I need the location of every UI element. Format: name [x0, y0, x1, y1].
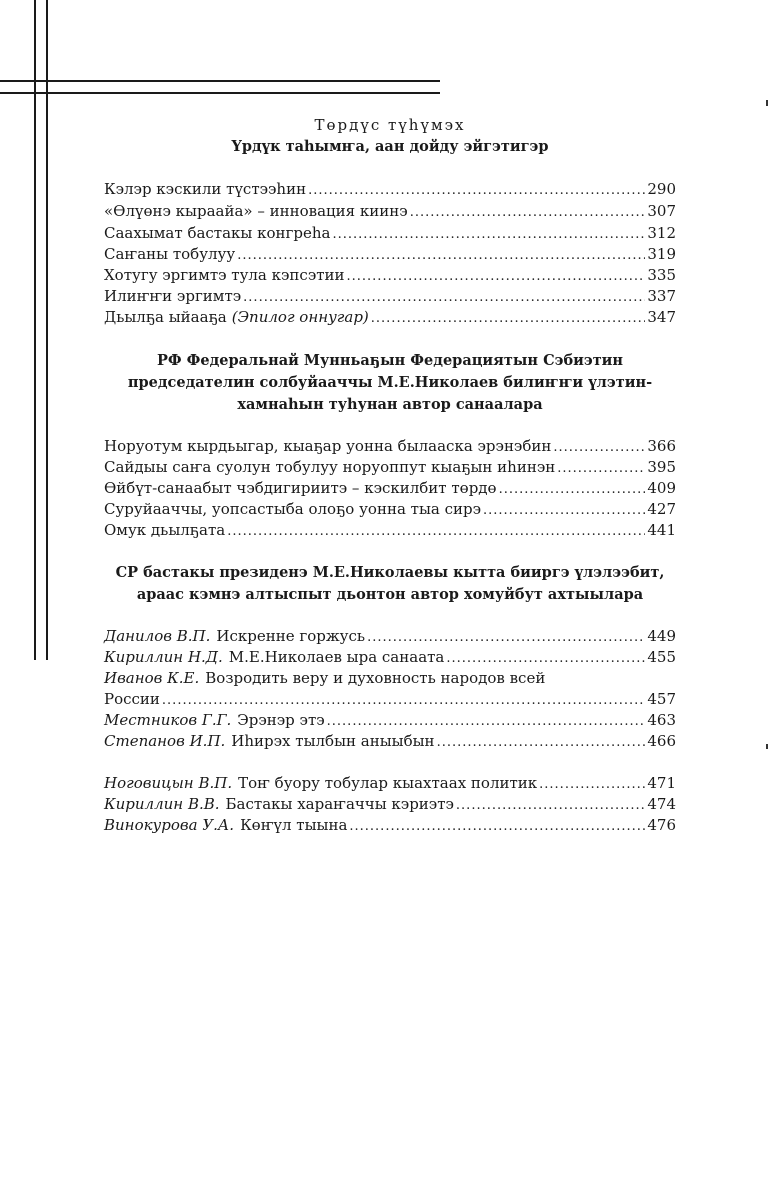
toc-leader: [237, 245, 645, 266]
toc-entry-author: Кириллин Н.Д.: [104, 648, 223, 666]
toc-entry[interactable]: [104, 499, 676, 520]
toc-entry[interactable]: [104, 307, 676, 328]
toc-entry[interactable]: [104, 794, 676, 815]
toc-leader: [349, 816, 645, 837]
toc-entry-title: Норуотум кырдьыгар, кыаҕар уонна былааска эрэнэбин: [104, 437, 552, 455]
toc-leader: [327, 711, 646, 732]
toc-entry-author: Винокурова У.А.: [104, 816, 235, 834]
toc-leader: [499, 479, 646, 500]
toc-entry-title-continuation: России: [104, 690, 160, 708]
toc-entry-page: 337: [647, 287, 676, 305]
toc-leader: [539, 774, 645, 795]
toc-entry[interactable]: [104, 436, 676, 457]
toc-entry-author: Местников Г.Г.: [104, 711, 232, 729]
toc-entry-title: Дьылҕа ыйааҕа: [104, 308, 227, 326]
toc-entry-first-line[interactable]: [104, 668, 545, 689]
toc-entry-page: 463: [647, 711, 676, 729]
toc-entry-page: 347: [647, 308, 676, 326]
toc-entry-title: Хотугу эргимтэ тула кэпсэтии: [104, 266, 345, 284]
toc-leader: [446, 648, 645, 669]
toc-entry-page: 441: [647, 521, 676, 539]
toc-entry-page: 455: [647, 648, 676, 666]
toc-entry-page: 471: [647, 774, 676, 792]
toc-entry-author: Иванов К.Е.: [104, 669, 200, 687]
toc-leader: [437, 732, 646, 753]
toc-entry-page: 307: [647, 202, 676, 220]
toc-entry[interactable]: [104, 286, 676, 307]
section-heading-2-line-3: хамнаһын туһунан автор санаалара: [237, 396, 543, 413]
toc-entry[interactable]: [104, 520, 676, 541]
toc-leader: [483, 500, 645, 521]
toc-leader: [308, 180, 645, 201]
toc-leader: [243, 287, 645, 308]
toc-leader: [557, 458, 645, 479]
toc-entry[interactable]: [104, 244, 676, 265]
toc-entry[interactable]: [104, 731, 676, 752]
toc-entry-title: Омук дьылҕата: [104, 521, 226, 539]
toc-entry-title: Бастакы хараҥаччы кэриэтэ: [225, 795, 454, 813]
toc-entry-title: Возродить веру и духовность народов всей: [205, 669, 546, 687]
toc-entry[interactable]: [104, 223, 676, 244]
toc-entry-title: Саахымат бастакы конгреһа: [104, 224, 331, 242]
crop-line-horizontal-bottom: [0, 92, 440, 94]
crop-line-horizontal-top: [0, 80, 440, 82]
toc-entry-author: Ноговицын В.П.: [104, 774, 233, 792]
toc-entry[interactable]: [104, 201, 676, 222]
toc-entry[interactable]: [104, 815, 676, 836]
toc-entry-author: Кириллин В.В.: [104, 795, 220, 813]
toc-leader: [553, 437, 645, 458]
toc-entry-page: 366: [647, 437, 676, 455]
section-heading-2-line-1: РФ Федеральнай Мунньаҕын Федерациятын Сэбиэтин: [156, 352, 624, 369]
toc-entry-author: Данилов В.П.: [104, 627, 211, 645]
crop-line-vertical-right: [46, 0, 48, 660]
toc-leader: [456, 795, 645, 816]
toc-entry-page: 395: [647, 458, 676, 476]
toc-entry-title: Суруйааччы, уопсастыба олоҕо уонна тыа сирэ: [104, 500, 482, 518]
toc-leader: [371, 308, 646, 329]
toc-entry-page: 476: [647, 816, 676, 834]
toc-entry[interactable]: [104, 179, 676, 200]
part-title: Төрдүс түһүмэх: [314, 116, 466, 134]
toc-entry-author: Степанов И.П.: [104, 732, 226, 750]
toc-entry[interactable]: [104, 457, 676, 478]
toc-leader: [162, 690, 645, 711]
toc-entry-page: 427: [647, 500, 676, 518]
toc-entry-title: Сайдыы саҥа суолун тобулуу норуоппут кыаҕын иһинэн: [104, 458, 556, 476]
toc-entry-continuation[interactable]: [104, 689, 676, 710]
toc-entry-page: 449: [647, 627, 676, 645]
toc-entry-title: Иһирэх тылбын аныыбын: [231, 732, 435, 750]
toc-entry-title: Саҥаны тобулуу: [104, 245, 236, 263]
toc-leader: [410, 202, 646, 223]
toc-entry-page: 457: [647, 690, 676, 708]
toc-entry-page: 319: [647, 245, 676, 263]
section-heading-2-line-2: председателин солбуйааччы М.Е.Николаев билиҥҥи үлэтин-: [127, 374, 653, 391]
toc-entry-title: Эрэнэр этэ: [237, 711, 325, 729]
toc-leader: [332, 224, 645, 245]
toc-entry[interactable]: [104, 626, 676, 647]
toc-entry-title: Тоҥ буору тобулар кыахтаах политик: [238, 774, 538, 792]
toc-entry-title: Өйбүт-санаабыт чэбдигириитэ – кэскилбит төрдө: [104, 479, 497, 497]
toc-entry[interactable]: [104, 710, 676, 731]
scan-mark: [766, 744, 768, 749]
toc-entry-subtitle: (Эпилог оннугар): [231, 308, 369, 326]
toc-leader: [227, 521, 645, 542]
toc-entry-title: Кэлэр кэскили түстээһин: [104, 180, 307, 198]
crop-line-vertical-left: [34, 0, 36, 660]
toc-entry-page: 335: [647, 266, 676, 284]
scan-mark: [766, 100, 768, 106]
toc-entry[interactable]: [104, 265, 676, 286]
toc-entry-page: 312: [647, 224, 676, 242]
toc-entry-title: «Өлүөнэ кыраайа» – инновация киинэ: [104, 202, 408, 220]
toc-leader: [367, 627, 645, 648]
part-subtitle: Үрдүк таһымҥа, аан дойду эйгэтигэр: [231, 138, 549, 155]
section-heading-3-line-1: СР бастакы президенэ М.Е.Николаевы кытта бииргэ үлэлээбит,: [115, 564, 665, 581]
toc-entry-title: М.Е.Николаев ыра санаата: [228, 648, 445, 666]
toc-entry[interactable]: [104, 478, 676, 499]
toc-entry-page: 466: [647, 732, 676, 750]
toc-entry-title: Илиҥҥи эргимтэ: [104, 287, 242, 305]
toc-entry-page: 409: [647, 479, 676, 497]
toc-entry-page: 290: [647, 180, 676, 198]
toc-entry-title: Искренне горжусь: [216, 627, 366, 645]
toc-leader: [347, 266, 646, 287]
toc-entry[interactable]: [104, 647, 676, 668]
toc-entry-title: Көҥүл тыына: [240, 816, 348, 834]
toc-entry[interactable]: [104, 773, 676, 794]
toc-entry-page: 474: [647, 795, 676, 813]
section-heading-3-line-2: араас кэмнэ алтыспыт дьонтон автор хомуйбут ахтыылара: [136, 586, 644, 603]
